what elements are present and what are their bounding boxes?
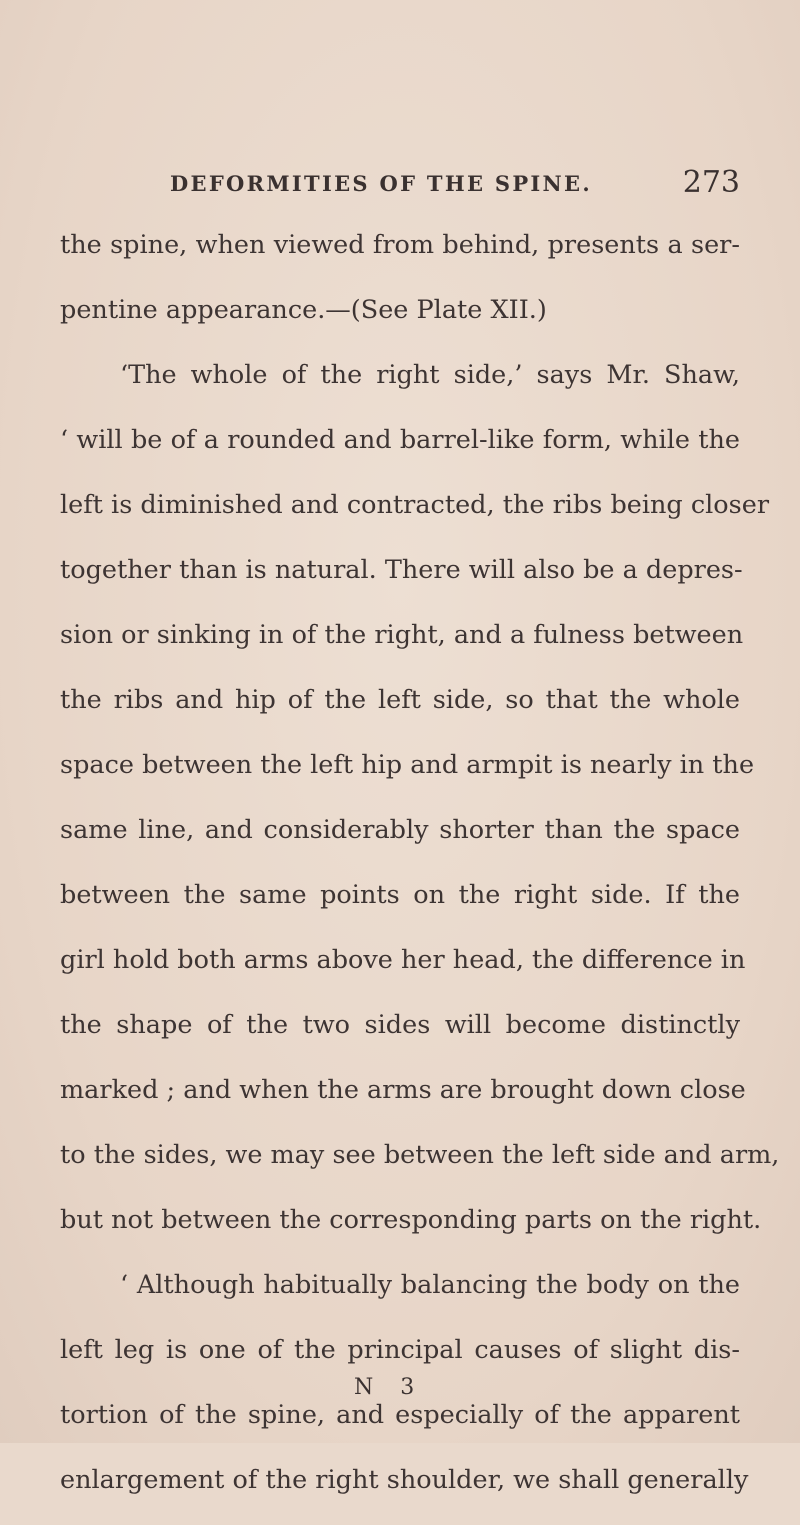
- text-line: space between the left hip and armpit is nearly in the: [60, 750, 755, 780]
- body-text: [60, 225, 780, 1525]
- page-header: [60, 165, 740, 205]
- text-line: left leg is one of the principal causes of slight dis-: [60, 1335, 740, 1365]
- text-line: marked ; and when the arms are brought down close: [60, 1075, 746, 1105]
- text-line: left is diminished and contracted, the ribs being closer: [60, 490, 770, 520]
- text-line: the ribs and hip of the left side, so that the whole: [60, 685, 740, 715]
- text-line: ‘The whole of the right side,’ says Mr. Shaw,: [120, 360, 740, 390]
- text-line: same line, and considerably shorter than the space: [60, 815, 740, 845]
- text-line: to the sides, we may see between the left side and arm,: [60, 1140, 780, 1170]
- signature-mark: N 3: [354, 1375, 425, 1400]
- text-line: between the same points on the right side. If the: [60, 880, 740, 910]
- text-line: together than is natural. There will also be a depres-: [60, 555, 743, 585]
- text-line: but not between the corresponding parts on the right.: [60, 1205, 762, 1235]
- text-line: sion or sinking in of the right, and a fulness between: [60, 620, 744, 650]
- text-line: the spine, when viewed from behind, presents a ser-: [60, 230, 740, 260]
- text-line: pentine appearance.—(See Plate XII.): [60, 295, 547, 325]
- text-line: ‘ will be of a rounded and barrel-like form, while the: [60, 425, 740, 455]
- text-line: ‘ Although habitually balancing the body on the: [120, 1270, 740, 1300]
- text-line: enlargement of the right shoulder, we shall generally: [60, 1465, 749, 1495]
- text-line: the shape of the two sides will become distinctly: [60, 1010, 740, 1040]
- text-line: tortion of the spine, and especially of the apparent: [60, 1400, 740, 1430]
- text-line: girl hold both arms above her head, the difference in: [60, 945, 746, 975]
- running-head: DEFORMITIES OF THE SPINE.: [170, 171, 592, 196]
- page-number: 273: [682, 165, 740, 200]
